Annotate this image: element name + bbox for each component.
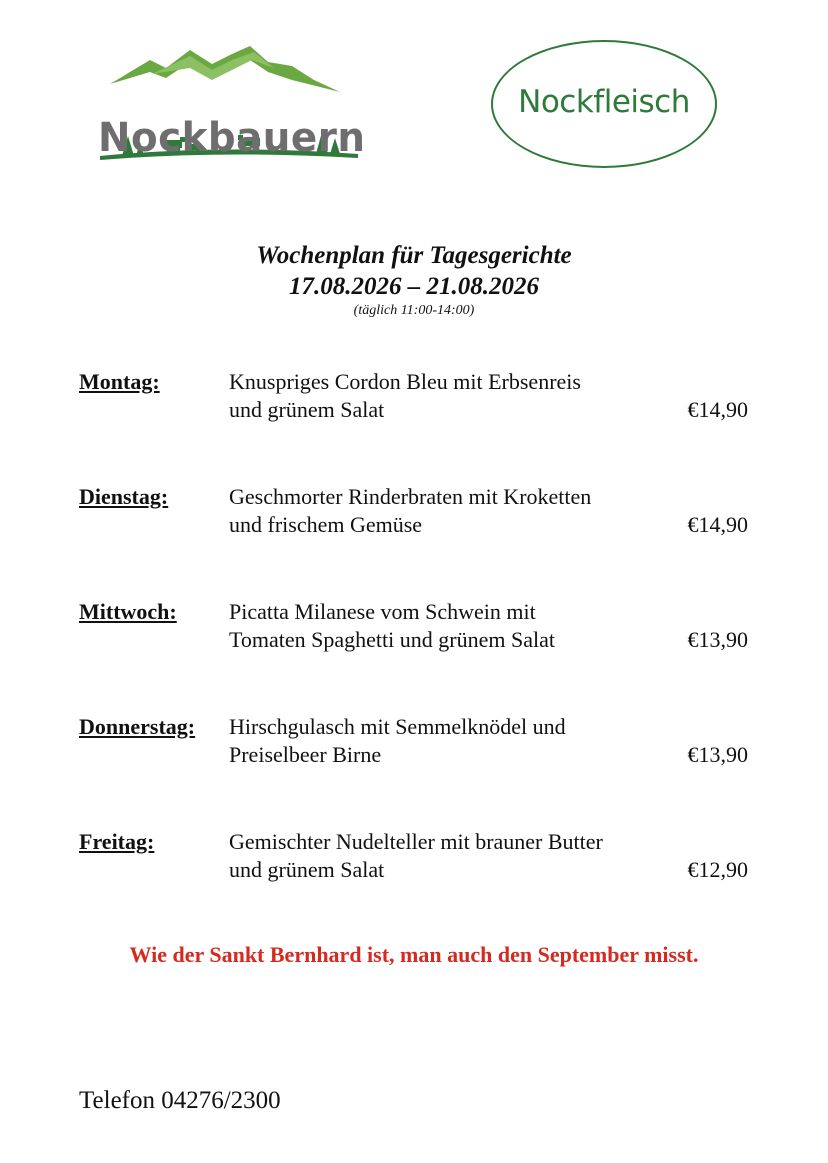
price: €14,90 xyxy=(687,512,748,537)
day-label: Donnerstag: xyxy=(79,714,196,739)
dish-line: und grünem Salat xyxy=(229,397,385,422)
nockfleisch-wordmark: Nockfleisch xyxy=(518,84,690,120)
serving-hours: (täglich 11:00-14:00) xyxy=(353,303,475,318)
menu-row-thursday xyxy=(0,713,828,773)
dish-line: Tomaten Spaghetti und grünem Salat xyxy=(229,627,555,652)
date-range: 17.08.2026 – 21.08.2026 xyxy=(289,273,539,300)
dish-description xyxy=(229,368,669,424)
menu-row-tuesday xyxy=(0,483,828,543)
day-label: Mittwoch: xyxy=(79,599,177,624)
dish-line: Gemischter Nudelteller mit brauner Butter xyxy=(229,829,603,854)
price: €14,90 xyxy=(687,397,748,422)
dish-line: und grünem Salat xyxy=(229,857,385,882)
dish-line: Hirschgulasch mit Semmelknödel und xyxy=(229,714,566,739)
nockfleisch-logo xyxy=(491,40,721,171)
dish-description xyxy=(229,483,669,539)
price: €13,90 xyxy=(687,742,748,767)
dish-line: Picatta Milanese vom Schwein mit xyxy=(229,599,536,624)
dish-line: und frischem Gemüse xyxy=(229,512,423,537)
dish-line: Knuspriges Cordon Bleu mit Erbsenreis xyxy=(229,369,581,394)
price: €13,90 xyxy=(687,627,748,652)
dish-line: Preiselbeer Birne xyxy=(229,742,382,767)
nockbauern-wordmark: Nockbauern xyxy=(98,115,366,161)
nockbauern-logo xyxy=(92,40,364,165)
price: €12,90 xyxy=(687,857,748,882)
dish-line: Geschmorter Rinderbraten mit Kroketten xyxy=(229,484,592,509)
weather-saying: Wie der Sankt Bernhard ist, man auch den September misst. xyxy=(129,942,699,967)
phone-number: Telefon 04276/2300 xyxy=(79,1087,281,1114)
dish-description xyxy=(229,713,669,769)
dish-description xyxy=(229,598,669,654)
dish-description xyxy=(229,828,669,884)
day-label: Montag: xyxy=(79,369,160,394)
day-label: Dienstag: xyxy=(79,484,169,509)
menu-row-wednesday xyxy=(0,598,828,658)
menu-row-monday xyxy=(0,368,828,428)
menu-row-friday xyxy=(0,828,828,888)
page-title: Wochenplan für Tagesgerichte xyxy=(256,242,572,269)
day-label: Freitag: xyxy=(79,829,155,854)
menu-header xyxy=(0,240,828,320)
